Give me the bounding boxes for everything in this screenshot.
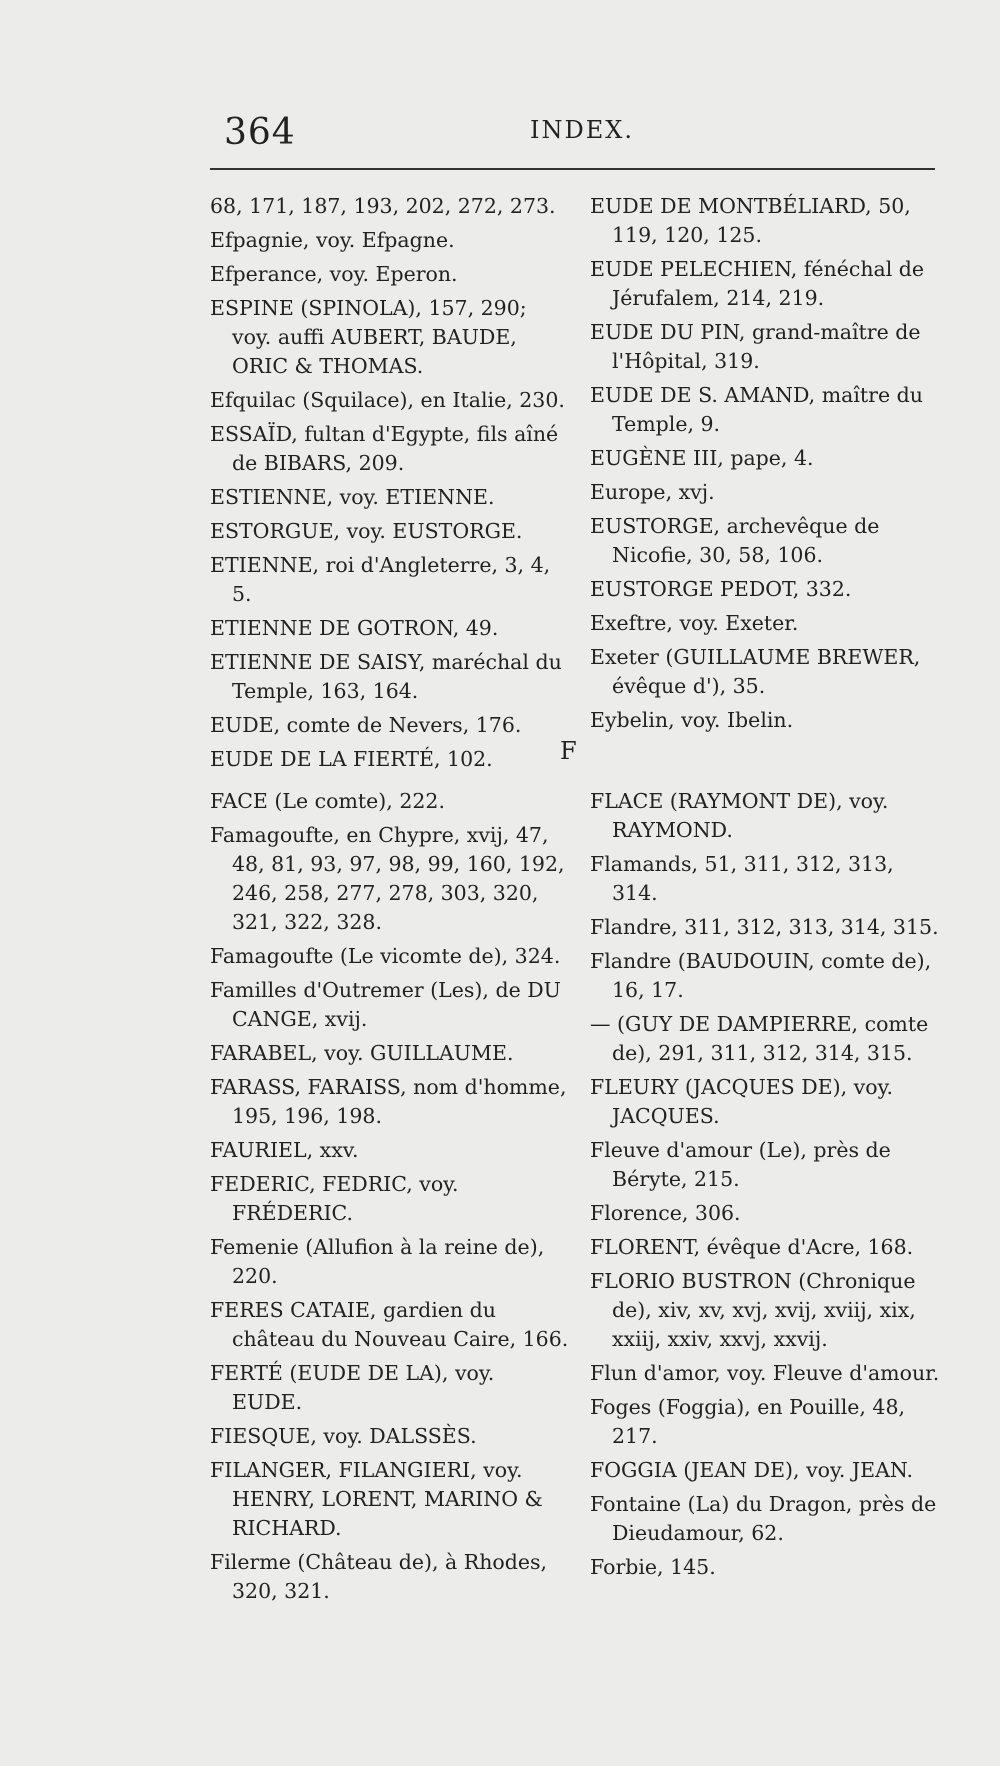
index-entry: Famagoufte (Le vicomte de), 324.	[210, 944, 561, 968]
page-number: 364	[224, 112, 296, 153]
index-entry: Flun d'amor, voy. Fleuve d'amour.	[590, 1361, 940, 1385]
index-entry: FLACE (RAYMONT DE), voy. RAYMOND.	[590, 789, 889, 842]
index-entry: FLORENT, évêque d'Acre, 168.	[590, 1235, 914, 1259]
index-entry: ESTORGUE, voy. EUSTORGE.	[210, 519, 523, 543]
index-entry: FILANGER, FILANGIERI, voy. HENRY, LORENT, MARINO & RICHARD.	[210, 1458, 543, 1540]
index-entry: ESSAÏD, fultan d'Egypte, fils aîné de BIBARS, 209.	[210, 422, 559, 475]
index-entry: Flandre, 311, 312, 313, 314, 315.	[590, 915, 939, 939]
index-column-f-left	[210, 787, 570, 1611]
index-entry: FERTÉ (EUDE DE LA), voy. EUDE.	[210, 1361, 495, 1414]
index-entry: EUDE, comte de Nevers, 176.	[210, 713, 522, 737]
index-entry: EUDE DU PIN, grand-maître de l'Hôpital, 319.	[590, 320, 921, 373]
index-entry: Efquilac (Squilace), en Italie, 230.	[210, 388, 565, 412]
page-title: INDEX.	[530, 116, 634, 144]
index-entry: EUSTORGE, archevêque de Nicofie, 30, 58, 106.	[590, 514, 880, 567]
index-entry: Eybelin, voy. Ibelin.	[590, 708, 794, 732]
index-entry: ESPINE (SPINOLA), 157, 290; voy. auffi AUBERT, BAUDE, ORIC & THOMAS.	[210, 296, 527, 378]
index-entry: Flamands, 51, 311, 312, 313, 314.	[590, 852, 894, 905]
index-entry: ETIENNE, roi d'Angleterre, 3, 4, 5.	[210, 553, 551, 606]
index-entry: FARASS, FARAISS, nom d'homme, 195, 196, 198.	[210, 1075, 567, 1128]
index-entry: Efperance, voy. Eperon.	[210, 262, 458, 286]
index-entry: EUDE DE MONTBÉLIARD, 50, 119, 120, 125.	[590, 194, 911, 247]
index-entry: ETIENNE DE GOTRON, 49.	[210, 616, 499, 640]
index-entry: FACE (Le comte), 222.	[210, 789, 445, 813]
index-entry: Europe, xvj.	[590, 480, 715, 504]
index-entry: FLEURY (JACQUES DE), voy. JACQUES.	[590, 1075, 893, 1128]
index-entry: EUGÈNE III, pape, 4.	[590, 446, 814, 470]
index-entry: 68, 171, 187, 193, 202, 272, 273.	[210, 194, 556, 218]
index-entry: EUSTORGE PEDOT, 332.	[590, 577, 852, 601]
index-entry: Flandre (BAUDOUIN, comte de), 16, 17.	[590, 949, 932, 1002]
index-entry: FOGGIA (JEAN DE), voy. JEAN.	[590, 1458, 914, 1482]
section-letter: F	[560, 737, 577, 765]
index-entry: FAURIEL, xxv.	[210, 1138, 359, 1162]
index-entry: EUDE DE LA FIERTÉ, 102.	[210, 747, 493, 771]
index-entry: Familles d'Outremer (Les), de DU CANGE, xvij.	[210, 978, 561, 1031]
index-entry: Filerme (Château de), à Rhodes, 320, 321.	[210, 1550, 548, 1603]
index-column-e-right	[590, 192, 940, 740]
index-entry: Forbie, 145.	[590, 1555, 716, 1579]
index-column-e-left	[210, 192, 570, 779]
index-entry: Efpagnie, voy. Efpagne.	[210, 228, 455, 252]
index-entry: — (GUY DE DAMPIERRE, comte de), 291, 311, 312, 314, 315.	[590, 1012, 929, 1065]
index-entry: ESTIENNE, voy. ETIENNE.	[210, 485, 495, 509]
index-entry: FARABEL, voy. GUILLAUME.	[210, 1041, 514, 1065]
index-entry: FERES CATAIE, gardien du château du Nouveau Caire, 166.	[210, 1298, 569, 1351]
index-entry: FIESQUE, voy. DALSSÈS.	[210, 1424, 477, 1448]
index-entry: EUDE DE S. AMAND, maître du Temple, 9.	[590, 383, 923, 436]
index-entry: Foges (Foggia), en Pouille, 48, 217.	[590, 1395, 906, 1448]
index-entry: Famagoufte, en Chypre, xvij, 47, 48, 81, 93, 97, 98, 99, 160, 192, 246, 258, 277, 278, 303, 320, 321, 322, 328.	[210, 823, 565, 934]
index-entry: Exeftre, voy. Exeter.	[590, 611, 799, 635]
index-entry: FEDERIC, FEDRIC, voy. FRÉDERIC.	[210, 1172, 459, 1225]
index-entry: EUDE PELECHIEN, fénéchal de Jérufalem, 214, 219.	[590, 257, 925, 310]
index-entry: FLORIO BUSTRON (Chronique de), xiv, xv, xvj, xvij, xviij, xix, xxiij, xxiv, xxvj, xxvij.	[590, 1269, 916, 1351]
index-entry: Fleuve d'amour (Le), près de Béryte, 215.	[590, 1138, 891, 1191]
index-entry: Exeter (GUILLAUME BREWER, évêque d'), 35.	[590, 645, 921, 698]
index-entry: Fontaine (La) du Dragon, près de Dieudamour, 62.	[590, 1492, 937, 1545]
index-entry: Femenie (Allufion à la reine de), 220.	[210, 1235, 545, 1288]
index-entry: Florence, 306.	[590, 1201, 741, 1225]
index-entry: ETIENNE DE SAISY, maréchal du Temple, 163, 164.	[210, 650, 562, 703]
index-column-f-right	[590, 787, 940, 1587]
header-rule	[210, 168, 935, 170]
